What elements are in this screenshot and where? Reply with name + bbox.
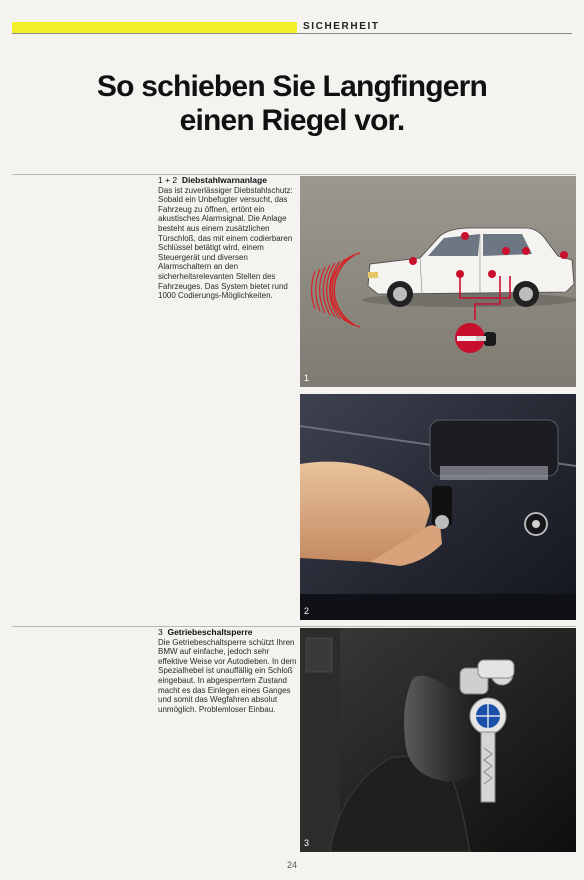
section-2-title: Getriebeschaltsperre [167, 627, 253, 637]
page-headline [0, 70, 584, 138]
photo-3-number: 3 [304, 838, 310, 848]
section-1-number: 1 + 2 [158, 175, 178, 185]
page-number: 24 [286, 860, 297, 870]
section-1-body: Das ist zuverlässiger Diebstahlschutz: Sobald ein Unbefugter versucht, das Fahrzeug zu öffnen, ertönt ein akustisches Alarmsignal. Die Anlage besteht aus einem zusätzlichen Türschloß, das mit einem codierbaren Schlüssel betätigt wird, einem Steuergerät und diversen Alarmschaltern an den sicherheitsrelevanten Stellen des Fahrzeuges. Das System bietet rund 1000 Codierungs-Möglichkeiten. [158, 185, 293, 301]
headline-line-2: einen Riegel vor. [179, 104, 405, 137]
photo-3-gear-lock [300, 628, 576, 852]
headline-line-1: So schieben Sie Langfingern [96, 70, 488, 103]
photo-2-door-lock [300, 394, 576, 620]
section-2-body: Die Getriebeschaltsperre schützt Ihren BMW auf einfache, jedoch sehr effektive Weise vor Autodieben. In dem Spezialhebel ist unauffällig ein Schloß eingebaut. In abgesperrtem Zustand macht es das Einlegen eines Ganges und somit das Wegfahren absolut unmöglich. Problemloser Einbau. [158, 637, 297, 714]
section-2-text [158, 628, 298, 714]
photo-2-number: 2 [304, 606, 310, 616]
section-2-number: 3 [158, 627, 163, 637]
section-1-heading [158, 176, 298, 186]
gear-lever-photo [300, 628, 576, 852]
section-1-title: Diebstahlwarnanlage [181, 175, 267, 185]
door-lock-photo [300, 394, 576, 620]
section-divider-1 [12, 174, 576, 175]
header-rule [12, 33, 572, 34]
photo-1-number: 1 [304, 373, 310, 383]
section-2-heading [158, 628, 298, 638]
section-divider-2 [12, 626, 576, 627]
car-alarm-illustration [300, 176, 576, 387]
photo-1-alarm-diagram [300, 176, 576, 387]
section-label: SICHERHEIT [303, 21, 380, 32]
section-1-text [158, 176, 298, 301]
